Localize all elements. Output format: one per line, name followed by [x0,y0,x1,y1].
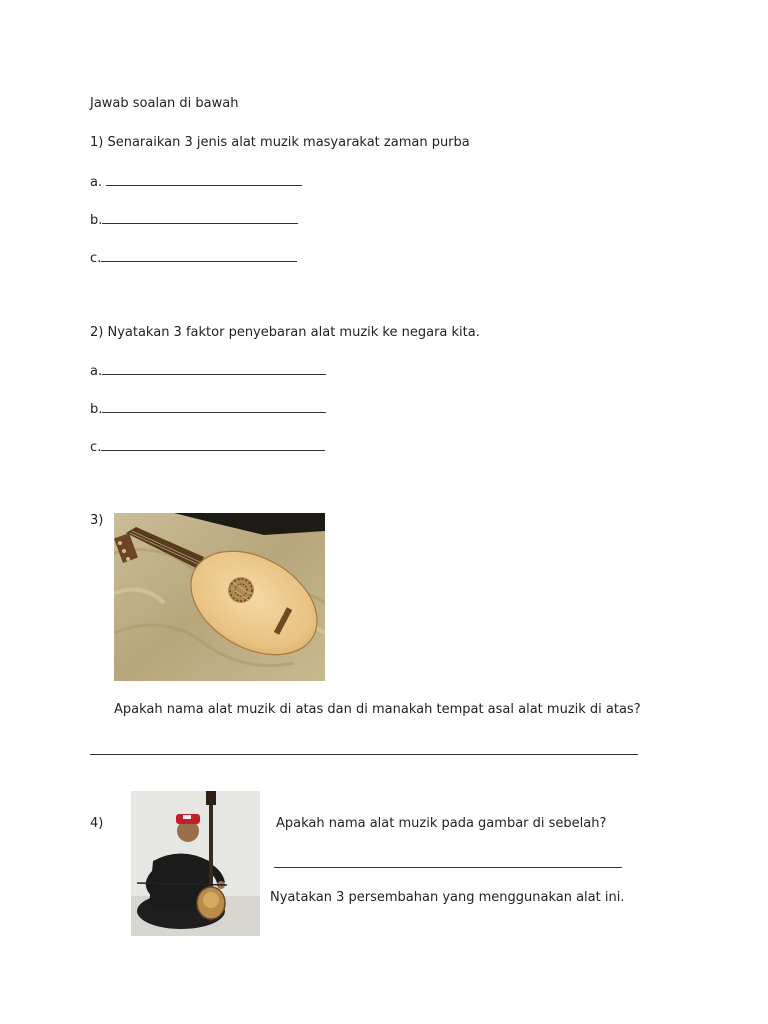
q1-option-b-label: b. [90,213,103,228]
rebab-player-photo [131,791,260,936]
q3-number: 3) [90,513,104,528]
q2-answer-line-c[interactable] [101,438,325,451]
q1-option-a [90,173,302,190]
q4-number: 4) [90,816,104,831]
q2-answer-line-b[interactable] [102,400,326,413]
q4-question-b: Nyatakan 3 persembahan yang menggunakan alat ini. [270,890,625,905]
q2-option-a [90,362,326,379]
q1-option-c-label: c. [90,251,102,266]
q2-option-c-label: c. [90,440,102,455]
q4-answer-line[interactable] [274,855,622,868]
q1-question: 1) Senaraikan 3 jenis alat muzik masyarakat zaman purba [90,135,470,150]
lute-photo [114,513,325,681]
q2-option-c [90,438,325,455]
q4-answer-row [274,855,622,872]
q2-answer-line-a[interactable] [102,362,326,375]
q3-answer-line[interactable] [90,742,638,755]
q2-question: 2) Nyatakan 3 faktor penyebaran alat muzik ke negara kita. [90,325,480,340]
q3-question: Apakah nama alat muzik di atas dan di manakah tempat asal alat muzik di atas? [114,702,641,717]
q1-option-a-label: a. [90,175,107,190]
q3-answer-row [90,742,638,759]
q2-option-b [90,400,326,417]
q4-question-a: Apakah nama alat muzik pada gambar di sebelah? [276,816,607,831]
q1-answer-line-a[interactable] [106,173,302,186]
q2-option-a-label: a. [90,364,103,379]
q1-answer-line-c[interactable] [101,249,297,262]
q2-option-b-label: b. [90,402,103,417]
q1-option-c [90,249,297,266]
q1-option-b [90,211,298,228]
worksheet-heading: Jawab soalan di bawah [90,96,239,111]
q1-answer-line-b[interactable] [102,211,298,224]
